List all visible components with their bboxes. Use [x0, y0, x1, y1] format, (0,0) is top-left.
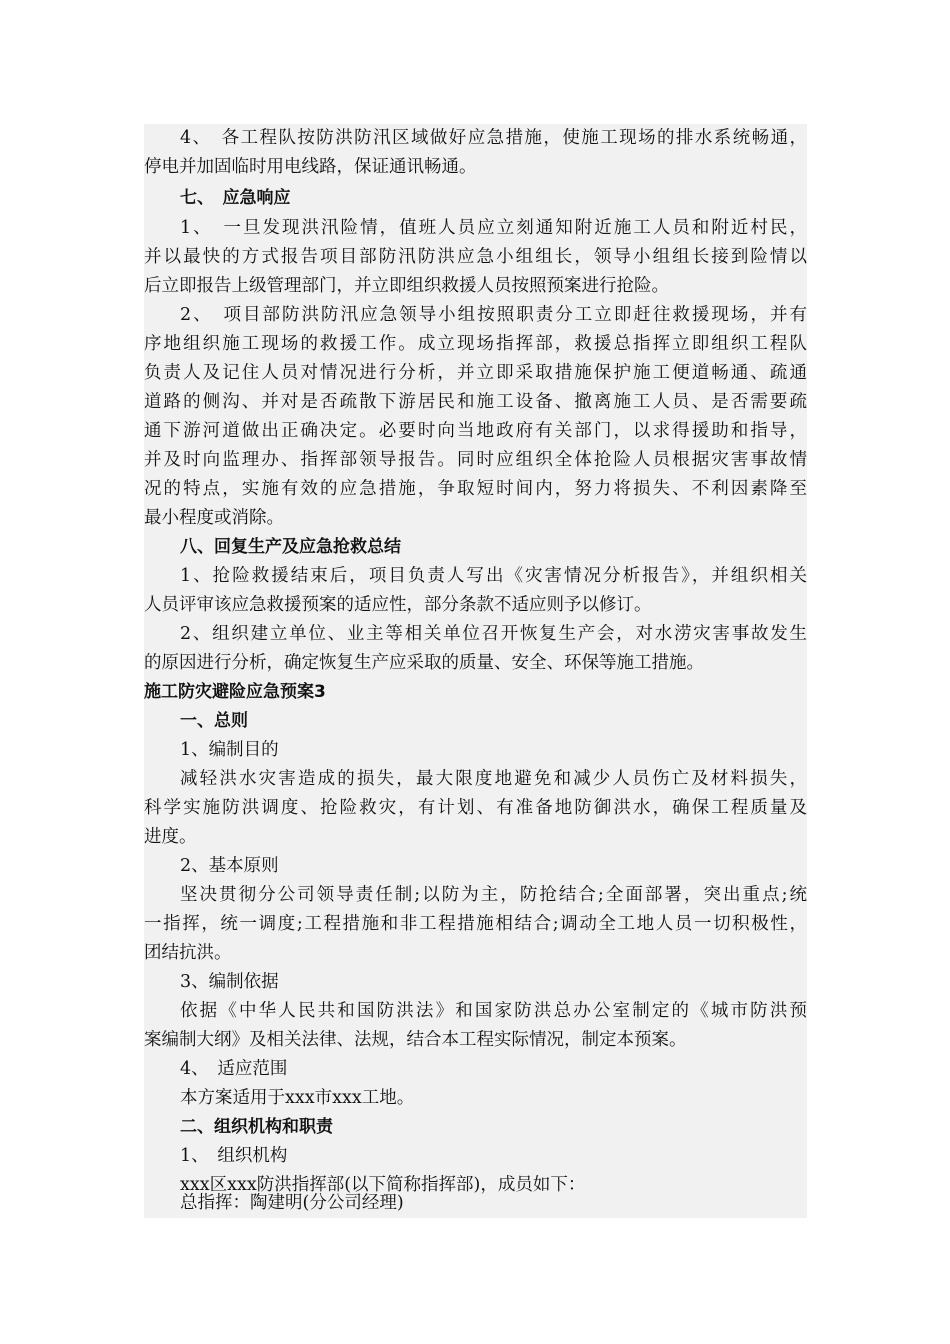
paragraph-line: 1、 一旦发现洪汛险情，值班人员应立刻通知附近施工人员和附近村民， [180, 218, 807, 238]
paragraph-line: 案编制大纲》及相关法律、法规，结合本工程实际情况，制定本预案。 [144, 1030, 687, 1050]
paragraph-line: 减轻洪水灾害造成的损失，最大限度地避免和减少人员伤亡及材料损失， [180, 769, 807, 789]
paragraph-line: 坚决贯彻分公司领导责任制;以防为主，防抢结合;全面部署，突出重点;统 [180, 885, 807, 905]
paragraph-line: 进度。 [144, 827, 197, 847]
subsection-heading: 2、基本原则 [180, 856, 279, 876]
paragraph-line: 负责人及记住人员对情况进行分析，并立即采取措施保护施工便道畅通、疏通 [144, 363, 807, 383]
paragraph-line: 并及时向监理办、指挥部领导报告。同时应组织全体抢险人员根据灾害事故情 [144, 450, 807, 470]
paragraph-line: 的原因进行分析，确定恢复生产应采取的质量、安全、环保等施工措施。 [144, 653, 704, 673]
paragraph-line: 并以最快的方式报告项目部防汛防洪应急小组组长，领导小组组长接到险情以 [144, 247, 807, 267]
paragraph-line: 道路的侧沟、并对是否疏散下游居民和施工设备、撤离施工人员、是否需要疏 [144, 392, 807, 412]
section-heading: 八、回复生产及应急抢救总结 [180, 537, 401, 557]
paragraph-line: 依据《中华人民共和国防洪法》和国家防洪总办公室制定的《城市防洪预 [180, 1001, 807, 1021]
subsection-heading: 4、 适应范围 [180, 1059, 288, 1079]
subsection-heading: 1、 组织机构 [180, 1146, 288, 1166]
paragraph-line: 通下游河道做出正确决定。必要时向当地政府有关部门，以求得援助和指导， [144, 421, 807, 441]
section-heading: 二、组织机构和职责 [180, 1117, 333, 1137]
document-page [144, 124, 807, 1218]
paragraph-line: 科学实施防洪调度、抢险救灾，有计划、有准备地防御洪水，确保工程质量及 [144, 798, 807, 818]
paragraph-line: 序地组织施工现场的救援工作。成立现场指挥部，救援总指挥立即组织工程队 [144, 334, 807, 354]
section-heading: 七、 应急响应 [180, 188, 291, 208]
document-title: 施工防灾避险应急预案3 [144, 682, 326, 702]
paragraph-line: 本方案适用于xxx市xxx工地。 [180, 1088, 415, 1108]
section-heading: 一、总则 [180, 711, 248, 731]
paragraph-line: 4、 各工程队按防洪防汛区域做好应急措施，使施工现场的排水系统畅通， [180, 128, 807, 148]
subsection-heading: 1、编制目的 [180, 740, 279, 760]
paragraph-line: 停电并加固临时用电线路，保证通讯畅通。 [144, 157, 477, 177]
paragraph-line: 一指挥，统一调度;工程措施和非工程措施相结合;调动全工地人员一切积极性， [144, 914, 807, 934]
paragraph-line: 2、 项目部防洪防汛应急领导小组按照职责分工立即赶往救援现场，并有 [180, 305, 807, 325]
paragraph-line: 总指挥：陶建明(分公司经理) [180, 1193, 404, 1213]
subsection-heading: 3、编制依据 [180, 972, 279, 992]
paragraph-line: 后立即报告上级管理部门，并立即组织救援人员按照预案进行抢险。 [144, 276, 669, 296]
paragraph-line: xxx区xxx防洪指挥部(以下简称指挥部)，成员如下： [180, 1175, 586, 1195]
paragraph-line: 2、组织建立单位、业主等相关单位召开恢复生产会，对水涝灾害事故发生 [180, 624, 807, 644]
paragraph-line: 人员评审该应急救援预案的适应性，部分条款不适应则予以修订。 [144, 595, 652, 615]
paragraph-line: 最小程度或消除。 [144, 508, 284, 528]
paragraph-line: 1、抢险救援结束后，项目负责人写出《灾害情况分析报告》，并组织相关 [180, 566, 807, 586]
paragraph-line: 团结抗洪。 [144, 943, 232, 963]
paragraph-line: 况的特点，实施有效的应急措施，争取短时间内，努力将损失、不利因素降至 [144, 479, 807, 499]
